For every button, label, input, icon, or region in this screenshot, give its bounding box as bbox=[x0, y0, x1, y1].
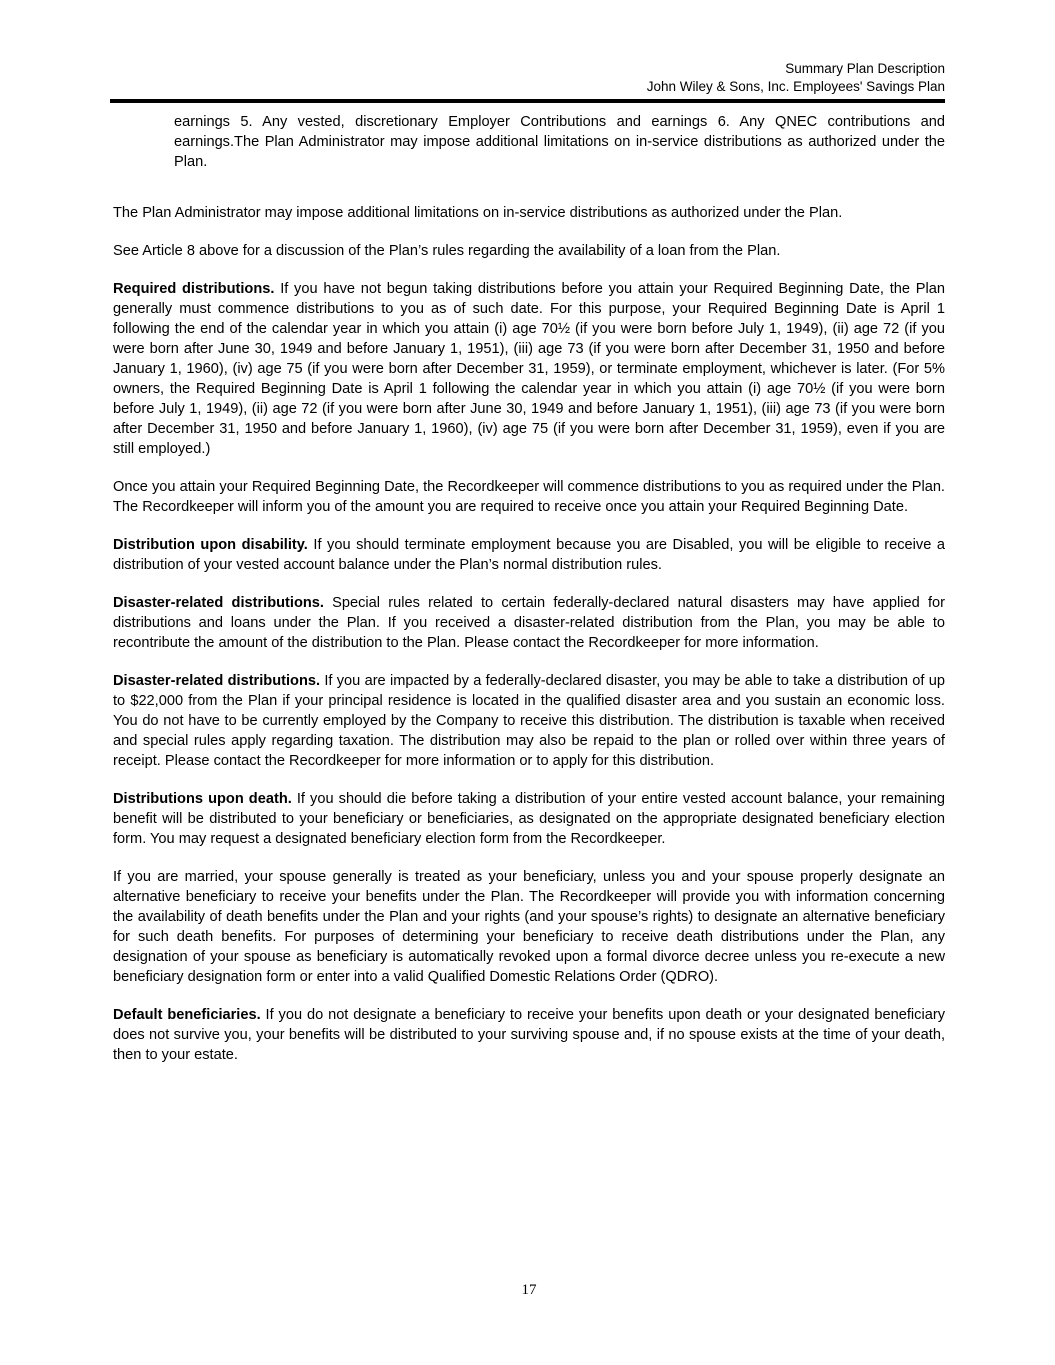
page-number: 17 bbox=[521, 1282, 537, 1298]
paragraph: Distributions upon death. If you should die before taking a distribution of your entire vested account balance, your remaining benefit will be distributed to your beneficiary or beneficiaries, as designated on the appropriate designated beneficiary election form. You may request a designated beneficiary election form from the Recordkeeper. bbox=[113, 791, 946, 847]
paragraph-lead: Disaster-related distributions. bbox=[113, 673, 325, 689]
paragraph: Once you attain your Required Beginning Date, the Recordkeeper will commence distributions to you as required under the Plan. The Recordkeeper will inform you of the amount you are required to receive once you attain your Required Beginning Date. bbox=[113, 479, 945, 515]
paragraph-lead: Required distributions. bbox=[113, 281, 281, 297]
paragraph: earnings 5. Any vested, discretionary Employer Contributions and earnings 6. Any QNEC contributions and earnings.The Plan Administrator may impose additional limitations on in-service distributions as authorized under the Plan. bbox=[174, 114, 945, 170]
header-plan-name: John Wiley & Sons, Inc. Employees' Savings Plan bbox=[646, 79, 945, 94]
paragraph: Distribution upon disability. If you should terminate employment because you are Disabled, you will be eligible to receive a distribution of your vested account balance under the Plan’s normal distribution rules. bbox=[113, 537, 945, 573]
header-rule bbox=[110, 99, 945, 103]
paragraph: Disaster-related distributions. Special rules related to certain federally-declared natural disasters may have applied for distributions and loans under the Plan. If you received a disaster-related distribution from the Plan, you may be able to recontribute the amount of the distribution to the Plan. Please contact the Recordkeeper for more information. bbox=[113, 595, 945, 651]
header-doc-title: Summary Plan Description bbox=[785, 61, 945, 76]
document-body bbox=[113, 112, 945, 1083]
paragraph: If you are married, your spouse generally is treated as your beneficiary, unless you and your spouse properly designate an alternative beneficiary to receive your benefits under the Plan. The Recordkeeper will provide you with information concerning the availability of death benefits under the Plan and your rights (and your spouse’s rights) to designate an alternative beneficiary for such death benefits. For purposes of determining your beneficiary to receive death distributions under the Plan, any designation of your spouse as beneficiary is automatically revoked upon a formal divorce decree unless you re-execute a new beneficiary designation form or enter into a valid Qualified Domestic Relations Order (QDRO). bbox=[113, 869, 945, 985]
page-footer bbox=[113, 1281, 945, 1299]
paragraph: Disaster-related distributions. If you are impacted by a federally-declared disaster, you may be able to take a distribution of up to $22,000 from the Plan if your principal residence is located in the qualified disaster area and you sustain an economic loss. You do not have to be currently employed by the Company to receive this distribution. The distribution is taxable when received and special rules apply regarding taxation. The distribution may also be repaid to the plan or rolled over within three years of receipt. Please contact the Recordkeeper for more information or to apply for this distribution. bbox=[113, 673, 945, 769]
paragraph: The Plan Administrator may impose additional limitations on in-service distributions as authorized under the Plan. bbox=[113, 205, 843, 221]
page-header bbox=[110, 60, 945, 96]
paragraph-lead: Default beneficiaries. bbox=[113, 1007, 266, 1023]
paragraph: See Article 8 above for a discussion of the Plan’s rules regarding the availability of a loan from the Plan. bbox=[113, 243, 781, 259]
paragraph: Required distributions. If you have not begun taking distributions before you attain your Required Beginning Date, the Plan generally must commence distributions to you as of such date. For this purpose, your Required Beginning Date is April 1 following the end of the calendar year in which you attain (i) age 70½ (if you were born before July 1, 1949), (ii) age 72 (if you were born after June 30, 1949 and before January 1, 1951), (iii) age 73 (if you were born after December 31, 1950 and before January 1, 1960), (iv) age 75 (if you were born after December 31, 1959), or terminate employment, whichever is later. (For 5% owners, the Required Beginning Date is April 1 following the calendar year in which you attain (i) age 70½ (if you were born before July 1, 1949), (ii) age 72 (if you were born after June 30, 1949 and before January 1, 1951), (iii) age 73 (if you were born after December 31, 1950 and before January 1, 1960), (iv) age 75 (if you were born after December 31, 1959), even if you are still employed.) bbox=[113, 281, 945, 457]
paragraph-lead: Distributions upon death. bbox=[113, 791, 297, 807]
paragraph-lead: Disaster-related distributions. bbox=[113, 595, 333, 611]
paragraph-lead: Distribution upon disability. bbox=[113, 537, 314, 553]
paragraph: Default beneficiaries. If you do not designate a beneficiary to receive your benefits upon death or your designated beneficiary does not survive you, your benefits will be distributed to your surviving spouse and, if no spouse exists at the time of your death, then to your estate. bbox=[113, 1007, 945, 1063]
